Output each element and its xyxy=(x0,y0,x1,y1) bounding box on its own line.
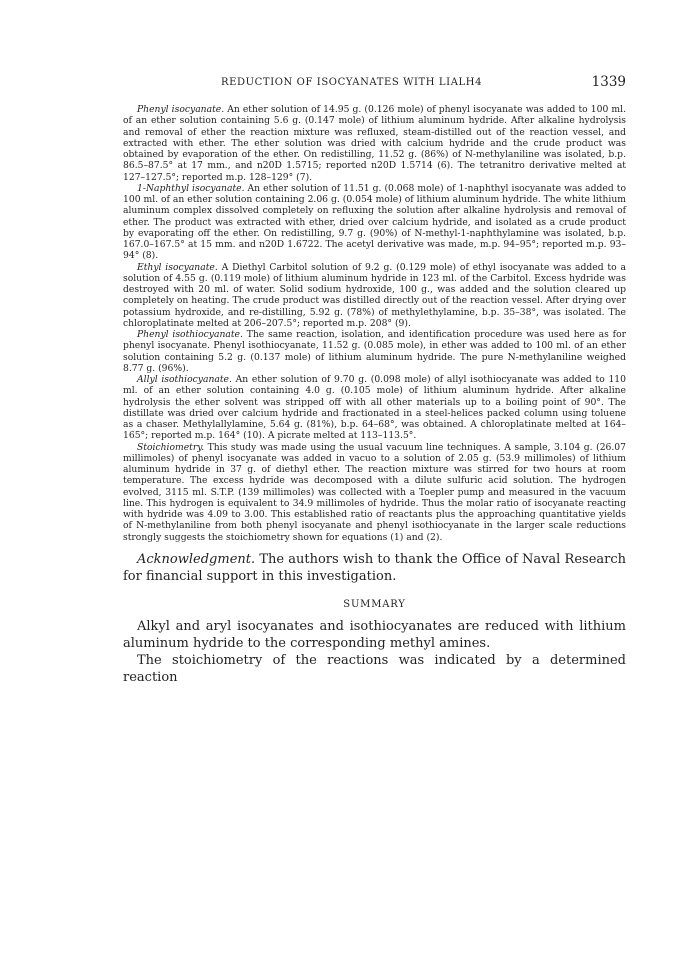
page-header xyxy=(123,72,626,94)
paragraph-lead: Phenyl isothiocyanate. xyxy=(137,329,243,340)
paragraph-ethyl-isocyanate xyxy=(123,262,626,330)
paragraph-text: This study was made using the usual vacuum line techniques. A sample, 3.104 g. (26.07 millimoles) of phenyl isocyanate was added in vacuo to a solution of 2.05 g. (53.9 millimoles) of lithium aluminum hydride in 37 g. of diethyl ether. The reaction mixture was stirred for two hours at room temperature. The excess hydride was decomposed with a dilute sulfuric acid solution. The hydrogen evolved, 3115 ml. S.T.P. (139 millimoles) was collected with a Toepler pump and measured in the vacuum line. This hydrogen is equivalent to 34.9 millimoles of hydride. Thus the molar ratio of isocyanate reacting with hydride was 4.09 to 3.00. This established ratio of reactants plus the approaching quantitative yields of N-methylaniline from both phenyl isocyanate and phenyl isothiocyanate in the larger scale reductions strongly suggests the stoichiometry shown for equations (1) and (2). xyxy=(123,441,626,543)
acknowledgment-text: The authors wish to thank the Office of Naval Research for financial support in this investigation. xyxy=(123,551,626,584)
summary-section xyxy=(123,618,626,686)
paragraph-phenyl-isocyanate xyxy=(123,104,626,183)
paragraph-lead: Ethyl isocyanate. xyxy=(137,261,218,273)
acknowledgment-paragraph xyxy=(123,551,626,585)
paragraph-text: The same reaction, isolation, and identification procedure was used here as for phenyl isocyanate. Phenyl isothiocyanate, 11.52 g. (0.085 mole), in ether was added to 100 ml. of an ether solution containing 5.2 g. (0.137 mole) of lithium aluminum hydride. The pure N-methylaniline weighed 8.77 g. (96%). xyxy=(123,329,626,374)
paragraph-allyl-isothiocyanate xyxy=(123,374,626,442)
page-number: 1339 xyxy=(591,74,626,90)
paragraph-text: An ether solution of 11.51 g. (0.068 mole) of 1-naphthyl isocyanate was added to 100 ml. of an ether solution containing 2.06 g. (0.054 mole) of lithium aluminum hydride. The white lithium aluminum complex dissolved completely on refluxing the solution after alkaline hydrolysis and removal of ether. The product was extracted with ether, dried over calcium hydride, and isolated as a crude product by evaporating off the ether. On redistilling, 9.7 g. (90%) of N-methyl-1-naphthylamine was isolated, b.p. 167.0–167.5° at 15 mm. and n20D 1.6722. The acetyl derivative was made, m.p. 94–95°; reported m.p. 93–94° (8). xyxy=(123,182,626,262)
paragraph-text: An ether solution of 14.95 g. (0.126 mole) of phenyl isocyanate was added to 100 ml. of an ether solution containing 5.6 g. (0.147 mole) of lithium aluminum hydride. After alkaline hydrolysis and removal of ether the reaction mixture was refluxed, steam-distilled out of the reaction vessel, and extracted with ether. The ether solution was dried with calcium hydride and the crude product was obtained by evaporation of the ether. On redistilling, 11.52 g. (86%) of N-methylaniline was isolated, b.p. 86.5–87.5° at 17 mm., and n20D 1.5715; reported n20D 1.5714 (6). The tetranitro derivative melted at 127–127.5°; reported m.p. 128–129° (7). xyxy=(123,104,627,183)
paragraph-lead: Stoichiometry. xyxy=(137,441,205,453)
experimental-section xyxy=(123,104,626,543)
paragraph-lead: 1-Naphthyl isocyanate. xyxy=(137,182,245,194)
paragraph-text: A Diethyl Carbitol solution of 9.2 g. (0.129 mole) of ethyl isocyanate was added to a solution of 4.55 g. (0.119 mole) of lithium aluminum hydride in 123 ml. of the Carbitol. Excess hydride was destroyed with 20 ml. of water. Solid sodium hydroxide, 100 g., was added and the solution cleared up completely on heating. The crude product was distilled directly out of the reaction vessel. After drying over potassium hydroxide, and re-distilling, 5.92 g. (78%) of methylethylamine, b.p. 35–38°, was isolated. The chloroplatinate melted at 206–207.5°; reported m.p. 208° (9). xyxy=(123,261,626,329)
acknowledgment-lead: Acknowledgment. xyxy=(137,551,256,567)
running-title: REDUCTION OF ISOCYANATES WITH LIALH4 xyxy=(221,77,483,88)
paragraph-naphthyl-isocyanate xyxy=(123,183,626,262)
paragraph-text: An ether solution of 9.70 g. (0.098 mole) of allyl isothiocyanate was added to 110 ml. of an ether solution containing 4.0 g. (0.105 mole) of lithium aluminum hydride. After alkaline hydrolysis the ether solvent was stripped off with all other materials up to a boiling point of 90°. The distillate was dried over calcium hydride and fractionated in a steel-helices packed column using toluene as a chaser. Methylallylamine, 5.64 g. (81%), b.p. 64–68°, was obtained. A chloroplatinate melted at 164–165°; reported m.p. 164° (10). A picrate melted at 113–113.5°. xyxy=(123,374,626,442)
summary-paragraph: The stoichiometry of the reactions was indicated by a determined reaction xyxy=(123,652,626,685)
summary-paragraph: Alkyl and aryl isocyanates and isothiocyanates are reduced with lithium aluminum hydride to the corresponding methyl amines. xyxy=(123,618,626,651)
summary-heading: SUMMARY xyxy=(343,598,406,610)
paragraph-lead: Allyl isothiocyanate. xyxy=(137,374,232,385)
acknowledgment-section xyxy=(123,551,626,585)
paragraph-phenyl-isothiocyanate xyxy=(123,329,626,374)
paragraph-lead: Phenyl isocyanate. xyxy=(137,104,225,115)
paragraph-stoichiometry xyxy=(123,442,626,543)
